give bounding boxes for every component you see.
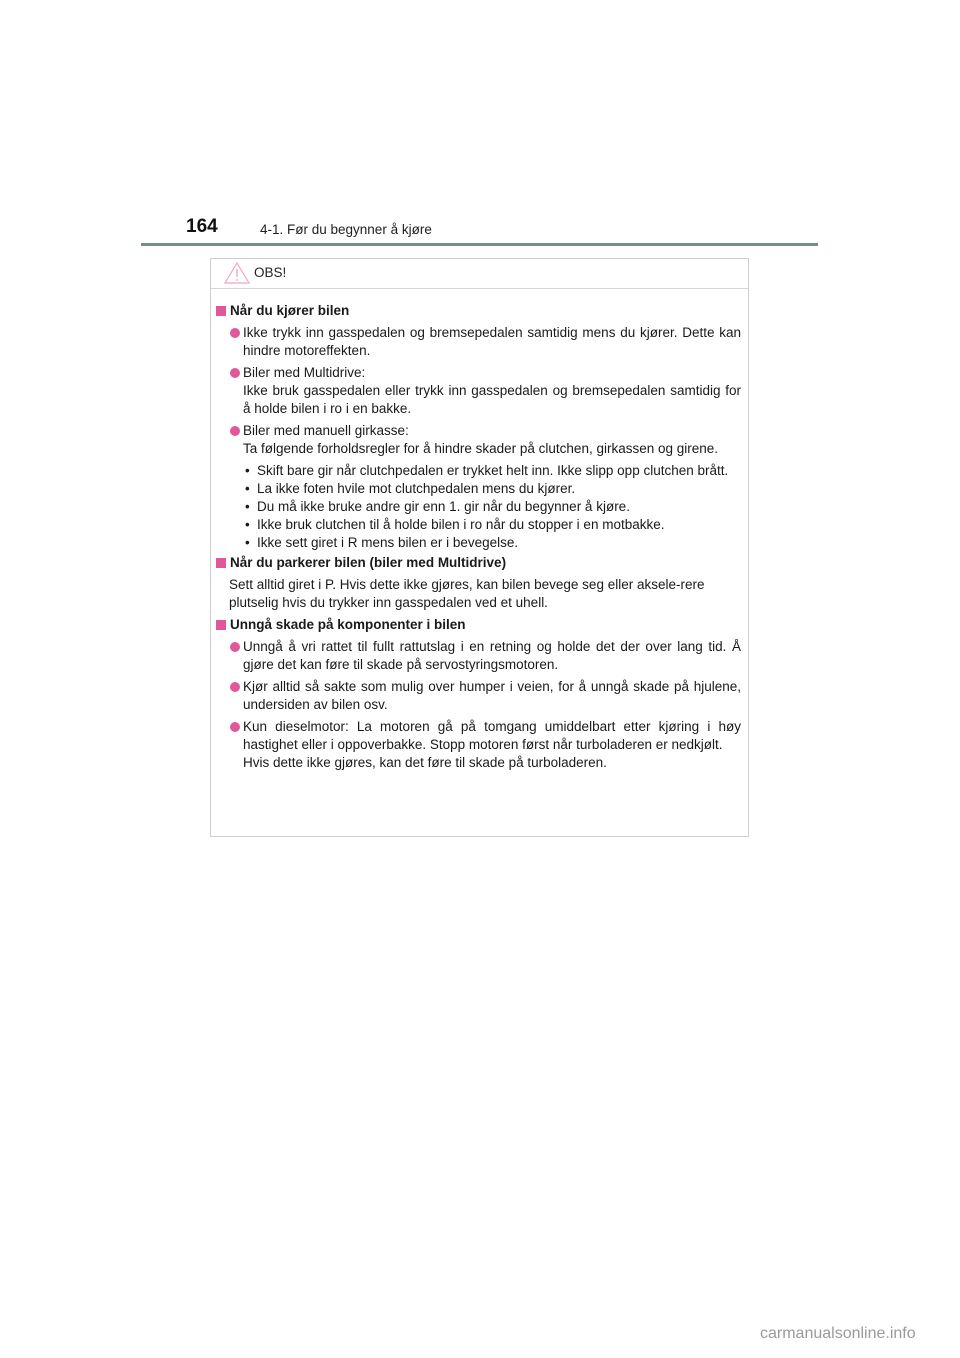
sub-list-item: • Du må ikke bruke andre gir enn 1. gir når du begynner å kjøre. [215,498,741,516]
sub-list [215,462,741,552]
list-item-text: Biler med Multidrive: [243,365,366,380]
circle-bullet-icon [230,368,240,378]
section-heading [215,554,741,572]
circle-bullet-icon [230,426,240,436]
square-bullet-icon [216,620,226,630]
section-heading-text: Unngå skade på komponenter i bilen [230,617,466,632]
circle-bullet-icon [230,682,240,692]
section-title: 4-1. Før du begynner å kjøre [260,222,432,237]
list-item [215,678,741,714]
list-item-text: Unngå å vri rattet til fullt rattutslag i en retning og holde det der over lang tid. Å gjøre det kan føre til skade på servostyringsmotoren. [243,639,741,672]
list-item-text: Biler med manuell girkasse: [243,423,409,438]
list-item-text: Ta følgende forholdsregler for å hindre skader på clutchen, girkassen og girene. [243,441,719,456]
list-item-text: Ikke bruk gasspedalen eller trykk inn gasspedalen og bremsepedalen samtidig for å holde bilen i ro i en bakke. [243,383,741,416]
sub-list-item: • La ikke foten hvile mot clutchpedalen mens du kjører. [215,480,741,498]
section-heading-text: Når du kjører bilen [230,303,350,318]
warning-header [211,259,748,289]
sub-list-item: • Ikke bruk clutchen til å holde bilen i ro når du stopper i en motbakke. [215,516,741,534]
list-item [215,638,741,674]
list-item [215,324,741,360]
list-item-text: Kjør alltid så sakte som mulig over humper i veien, for å unngå skade på hjulene, undersiden av bilen osv. [243,679,741,712]
watermark[interactable]: carmanualsonline.info [760,1325,916,1342]
list-item [215,718,741,772]
square-bullet-icon [216,306,226,316]
sub-list-item: • Skift bare gir når clutchpedalen er trykket helt inn. Ikke slipp opp clutchen brått. [215,462,741,480]
warning-title: OBS! [254,265,287,280]
square-bullet-icon [216,558,226,568]
header-rule [141,243,818,246]
list-item [215,422,741,458]
circle-bullet-icon [230,642,240,652]
section-heading [215,616,741,634]
circle-bullet-icon [230,328,240,338]
page-number: 164 [186,216,218,237]
section-heading-text: Når du parkerer bilen (biler med Multidrive) [230,555,507,570]
list-item-text: Hvis dette ikke gjøres, kan det føre til skade på turboladeren. [243,755,607,770]
warning-triangle-icon [224,262,250,284]
section-heading [215,302,741,320]
warning-body [211,289,748,772]
list-item-text: Kun dieselmotor: La motoren gå på tomgang umiddelbart etter kjøring i høy hastighet eller i oppoverbakke. Stopp motoren først når turboladeren er nedkjølt. [243,719,741,752]
warning-box [210,258,749,837]
list-item [215,364,741,418]
section-paragraph: Sett alltid giret i P. Hvis dette ikke gjøres, kan bilen bevege seg eller aksele-rere plutselig hvis du trykker inn gasspedalen ved et uhell. [229,577,705,610]
circle-bullet-icon [230,722,240,732]
list-item-text: Ikke trykk inn gasspedalen og bremsepedalen samtidig mens du kjører. Dette kan hindre motoreffekten. [243,325,741,358]
sub-list-item: • Ikke sett giret i R mens bilen er i bevegelse. [215,534,741,552]
